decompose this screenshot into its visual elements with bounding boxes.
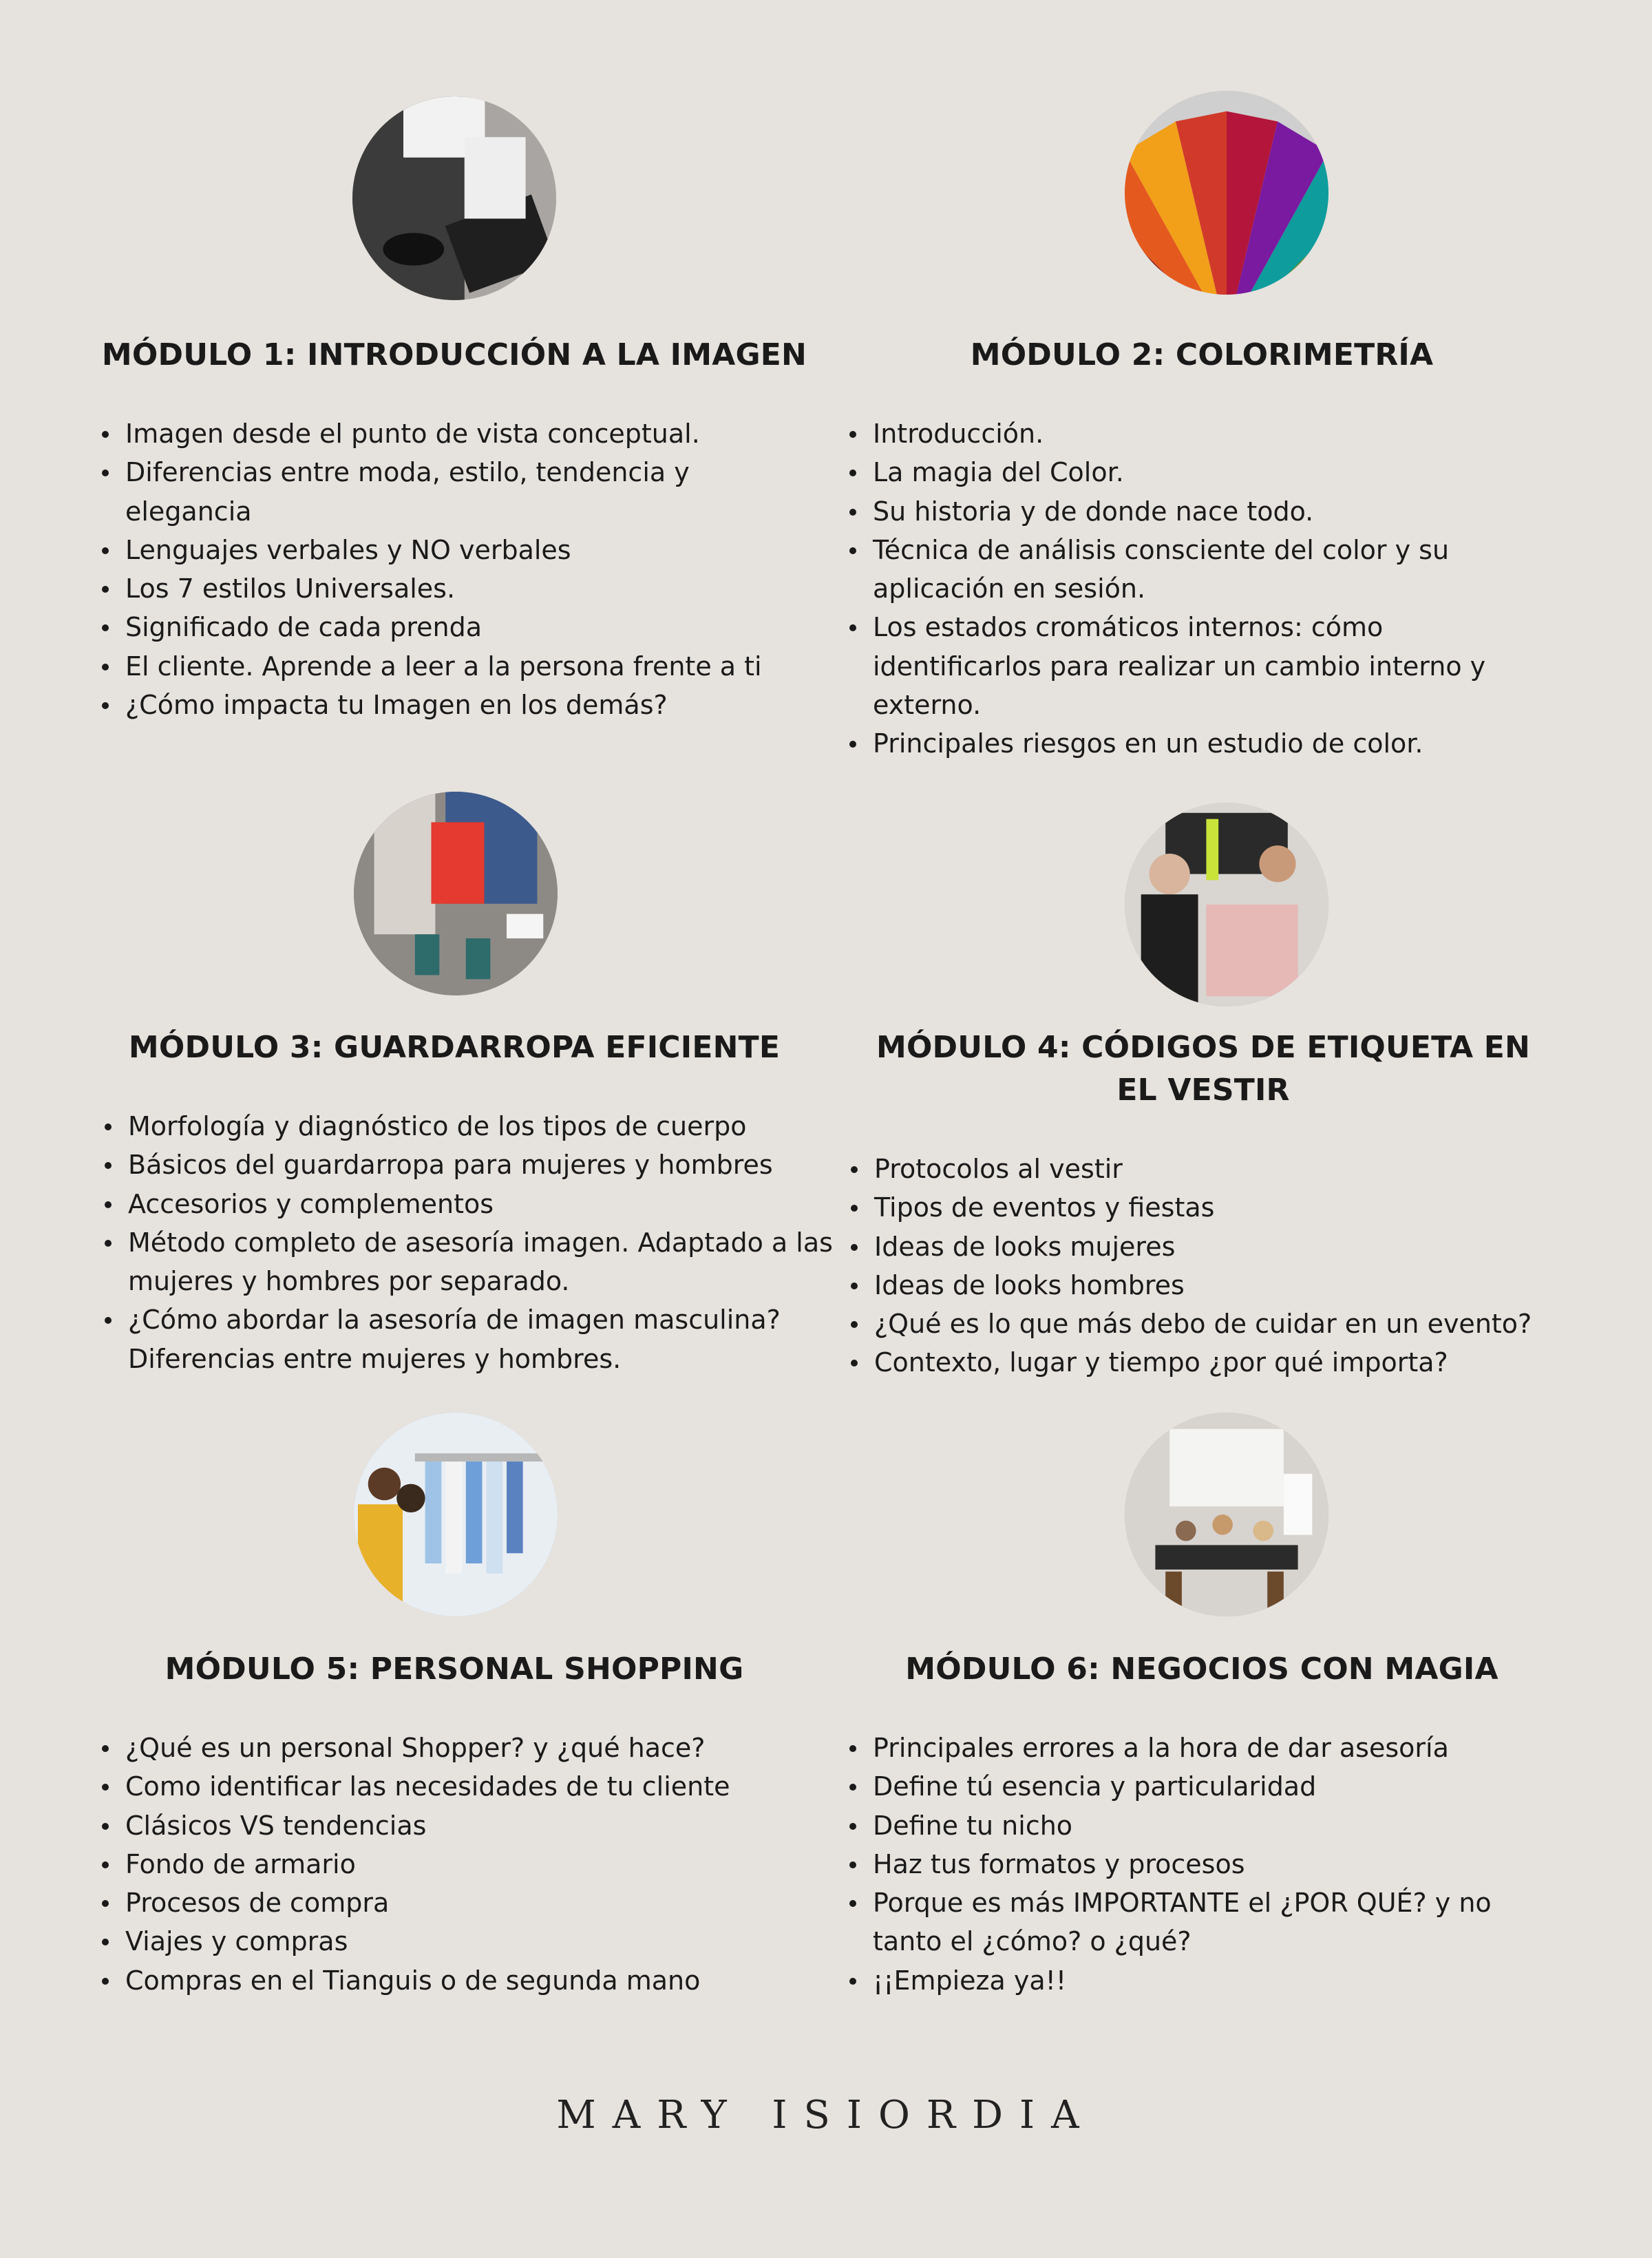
module-4-title: MÓDULO 4: CÓDIGOS DE ETIQUETA EN EL VESTIR — [876, 1030, 1531, 1108]
list-item: Técnica de análisis consciente del color y su aplicación en sesión. — [844, 531, 1532, 609]
list-item: ¿Qué es lo que más debo de cuidar en un evento? — [845, 1305, 1589, 1343]
list-item: Tipos de eventos y fiestas — [845, 1188, 1589, 1227]
list-item: Introducción. — [844, 414, 1532, 453]
list-item: Porque es más IMPORTANTE el ¿POR QUÉ? y no tanto el ¿cómo? o ¿qué? — [844, 1884, 1532, 1961]
module-3-photo — [354, 792, 558, 995]
list-item: Clásicos VS tendencias — [96, 1806, 819, 1845]
list-item: Principales errores a la hora de dar asesoría — [844, 1729, 1532, 1767]
module-6-list — [844, 1729, 1532, 2000]
list-item: Los 7 estilos Universales. — [96, 569, 819, 608]
module-1-photo — [352, 96, 556, 300]
module-1-title: MÓDULO 1: INTRODUCCIÓN A LA IMAGEN — [101, 337, 807, 372]
list-item: ¡¡Empieza ya!! — [844, 1961, 1532, 2000]
list-item: Imagen desde el punto de vista conceptual. — [96, 414, 819, 453]
list-item: Viajes y compras — [96, 1922, 819, 1961]
module-5-photo — [354, 1413, 558, 1616]
brand-name: MARY ISIORDIA — [556, 2093, 1096, 2138]
module-1-list — [96, 414, 819, 724]
list-item: Accesorios y complementos — [99, 1185, 843, 1223]
list-item: ¿Qué es un personal Shopper? y ¿qué hace? — [96, 1729, 819, 1767]
list-item: Los estados cromáticos internos: cómo identificarlos para realizar un cambio interno y externo. — [844, 608, 1532, 724]
list-item: Como identificar las necesidades de tu cliente — [96, 1767, 819, 1806]
list-item: Compras en el Tianguis o de segunda mano — [96, 1961, 819, 2000]
list-item: Protocolos al vestir — [845, 1150, 1589, 1188]
module-5-list — [96, 1729, 819, 2000]
list-item: Define tú esencia y particularidad — [844, 1767, 1532, 1806]
list-item: Haz tus formatos y procesos — [844, 1845, 1532, 1884]
module-2-photo — [1125, 91, 1328, 295]
list-item: ¿Cómo impacta tu Imagen en los demás? — [96, 686, 819, 724]
module-6-photo — [1125, 1413, 1328, 1616]
list-item: Método completo de asesoría imagen. Adaptado a las mujeres y hombres por separado. — [99, 1223, 843, 1301]
module-3-title: MÓDULO 3: GUARDARROPA EFICIENTE — [128, 1030, 781, 1065]
list-item: Ideas de looks hombres — [845, 1266, 1589, 1305]
module-2-list — [844, 414, 1532, 763]
list-item: Ideas de looks mujeres — [845, 1227, 1589, 1266]
list-item: Lenguajes verbales y NO verbales — [96, 531, 819, 569]
list-item: Significado de cada prenda — [96, 608, 819, 646]
module-5-title: MÓDULO 5: PERSONAL SHOPPING — [165, 1652, 744, 1687]
module-6-title: MÓDULO 6: NEGOCIOS CON MAGIA — [905, 1652, 1499, 1687]
list-item: Morfología y diagnóstico de los tipos de cuerpo — [99, 1107, 843, 1146]
list-item: Fondo de armario — [96, 1845, 819, 1884]
list-item: Procesos de compra — [96, 1884, 819, 1922]
module-2-title: MÓDULO 2: COLORIMETRÍA — [970, 337, 1434, 372]
list-item: Principales riesgos en un estudio de color. — [844, 724, 1532, 763]
list-item: Básicos del guardarropa para mujeres y hombres — [99, 1146, 843, 1184]
list-item: Diferencias entre moda, estilo, tendencia y elegancia — [96, 453, 819, 531]
module-4-photo — [1125, 803, 1328, 1006]
list-item: Contexto, lugar y tiempo ¿por qué importa? — [845, 1343, 1589, 1382]
list-item: ¿Cómo abordar la asesoría de imagen masculina? Diferencias entre mujeres y hombres. — [99, 1300, 843, 1378]
module-4-list — [845, 1150, 1589, 1382]
list-item: Su historia y de donde nace todo. — [844, 492, 1532, 531]
list-item: Define tu nicho — [844, 1806, 1532, 1845]
list-item: La magia del Color. — [844, 453, 1532, 492]
module-3-list — [99, 1107, 843, 1378]
list-item: El cliente. Aprende a leer a la persona frente a ti — [96, 647, 819, 686]
